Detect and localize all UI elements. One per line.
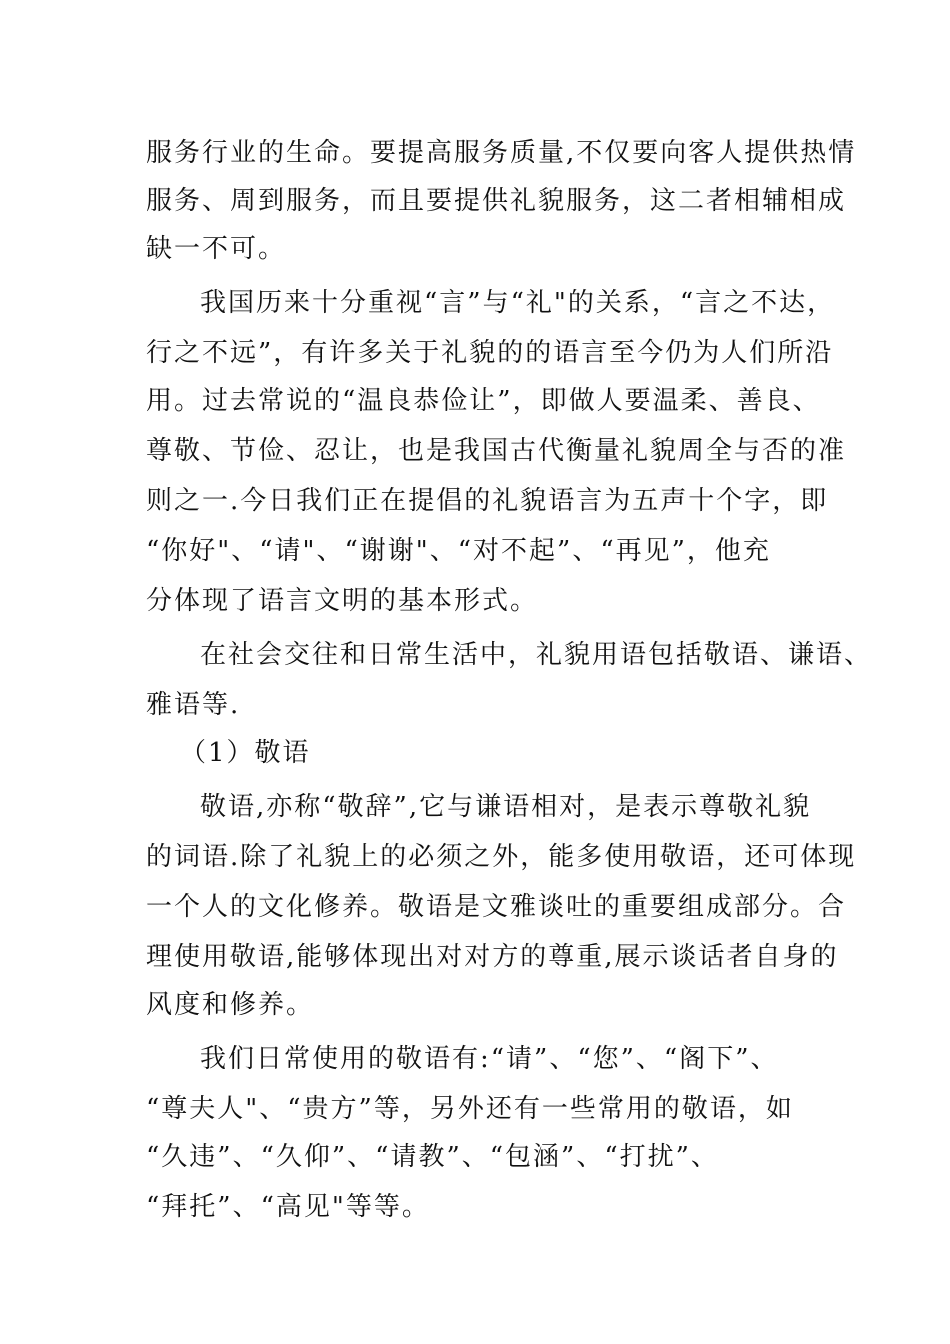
text-line: 服务行业的生命。要提高服务质量,不仅要向客人提供热情 — [146, 138, 857, 168]
section-heading: （1）敬语 — [180, 738, 311, 768]
text-line: 则之一.今日我们正在提倡的礼貌语言为五声十个字，即 — [146, 486, 829, 516]
text-line: “你好"、“请"、“谢谢"、“对不起”、“再见”，他充 — [146, 536, 771, 566]
paragraph-first-line: 我们日常使用的敬语有:“请”、“您”、“阁下”、 — [200, 1044, 779, 1074]
text-line: 行之不远”，有许多关于礼貌的的语言至今仍为人们所沿 — [146, 338, 834, 368]
text-line: “拜托”、“高见"等等。 — [146, 1192, 430, 1222]
text-line: 雅语等. — [146, 690, 241, 720]
text-line: “尊夫人"、“贵方”等，另外还有一些常用的敬语，如 — [146, 1094, 794, 1124]
text-line: 的词语.除了礼貌上的必须之外，能多使用敬语，还可体现 — [146, 842, 857, 872]
paragraph-first-line: 敬语,亦称“敬辞”,它与谦语相对，是表示尊敬礼貌 — [200, 792, 812, 822]
paragraph-first-line: 在社会交往和日常生活中，礼貌用语包括敬语、谦语、 — [200, 640, 873, 670]
text-line: 理使用敬语,能够体现出对对方的尊重,展示谈话者自身的 — [146, 942, 839, 972]
text-line: 一个人的文化修养。敬语是文雅谈吐的重要组成部分。合 — [146, 892, 847, 922]
text-line: “久违”、“久仰”、“请教”、“包涵”、“打扰”、 — [146, 1142, 719, 1172]
text-line: 风度和修养。 — [146, 990, 315, 1020]
text-line: 缺一不可。 — [146, 234, 287, 264]
text-line: 尊敬、节俭、忍让，也是我国古代衡量礼貌周全与否的准 — [146, 436, 847, 466]
text-line: 用。过去常说的“温良恭俭让”，即做人要温柔、善良、 — [146, 386, 821, 416]
paragraph-first-line: 我国历来十分重视“言”与“礼"的关系，“言之不达， — [200, 288, 836, 318]
text-line: 分体现了语言文明的基本形式。 — [146, 586, 539, 616]
text-line: 服务、周到服务，而且要提供礼貌服务，这二者相辅相成 — [146, 186, 847, 216]
